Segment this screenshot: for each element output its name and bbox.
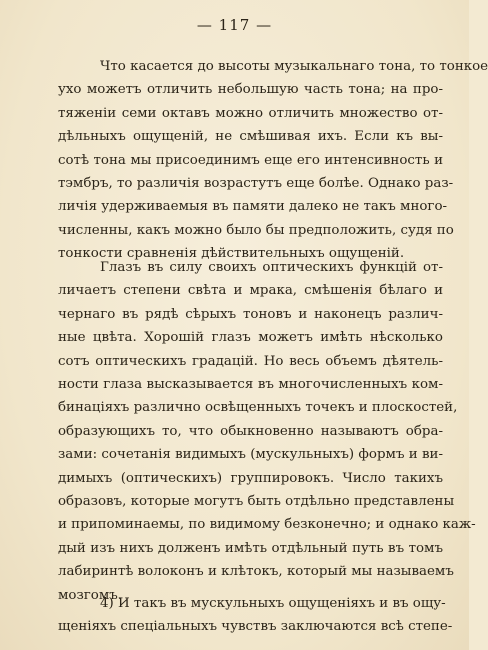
text-line: тонкости сравненія дѣйствительныхъ ощущеній. — [58, 246, 405, 262]
text-line: димыхъ (оптическихъ) группировокъ. Число такихъ — [58, 470, 443, 486]
text-line: образующихъ то, что обыкновенно называютъ обра- — [58, 423, 443, 439]
text-line: Что касается до высоты музыкальнаго тона, то тонкое — [100, 59, 488, 74]
text-line: бинаціяхъ различно освѣщенныхъ точекъ и плоскостей, — [58, 400, 458, 416]
text-line: образовъ, которые могутъ быть отдѣльно представлены — [58, 494, 455, 510]
text-line: ухо можетъ отличить небольшую часть тона; на про- — [58, 82, 443, 98]
text-line: личаетъ степени свѣта и мрака, смѣшенія бѣлаго и — [58, 283, 443, 299]
text-line: чернаго въ рядѣ сѣрыхъ тоновъ и наконецъ различ- — [58, 306, 443, 322]
paragraph-eye — [58, 256, 476, 607]
text-line: 4) И такъ въ мускульныхъ ощущеніяхъ и въ ощу- — [100, 596, 446, 611]
text-line: дый изъ нихъ долженъ имѣть отдѣльный путь въ томъ — [58, 540, 443, 556]
text-line: ности глаза высказывается въ многочисленныхъ ком- — [58, 377, 443, 393]
text-line: сотѣ тона мы присоединимъ еще его интенсивность и — [58, 152, 443, 168]
text-line: численны, какъ можно было бы предположить, судя по — [58, 222, 454, 238]
text-line: зами: сочетанія видимыхъ (мускульныхъ) формъ и ви- — [58, 447, 443, 463]
text-line: ные цвѣта. Хорошій глазъ можетъ имѣть нѣсколько — [58, 330, 443, 346]
paragraph-pitch — [58, 55, 488, 266]
text-line: и припоминаемы, по видимому безконечно; и однако каж- — [58, 517, 476, 533]
paragraph-summary — [58, 592, 453, 639]
page-number: — 117 — — [196, 16, 273, 34]
text-line: тяженіи семи октавъ можно отличить множество от- — [58, 105, 443, 121]
text-line: сотъ оптическихъ градацій. Но весь объемъ дѣятель- — [58, 353, 443, 369]
text-line: щеніяхъ спеціальныхъ чувствъ заключаются всѣ степе- — [58, 619, 453, 635]
text-line: тэмбръ, то различія возрастутъ еще болѣе. Однако раз- — [58, 176, 454, 192]
text-line: лабиринтѣ волоконъ и клѣтокъ, который мы называемъ — [58, 564, 454, 580]
text-line: дѣльныхъ ощущеній, не смѣшивая ихъ. Если къ вы- — [58, 129, 443, 145]
text-line: Глазъ въ силу своихъ оптическихъ функцій от- — [100, 260, 443, 275]
text-line: личія удерживаемыя въ памяти далеко не такъ много- — [58, 199, 448, 215]
text-line: мозгомъ. — [58, 587, 123, 603]
